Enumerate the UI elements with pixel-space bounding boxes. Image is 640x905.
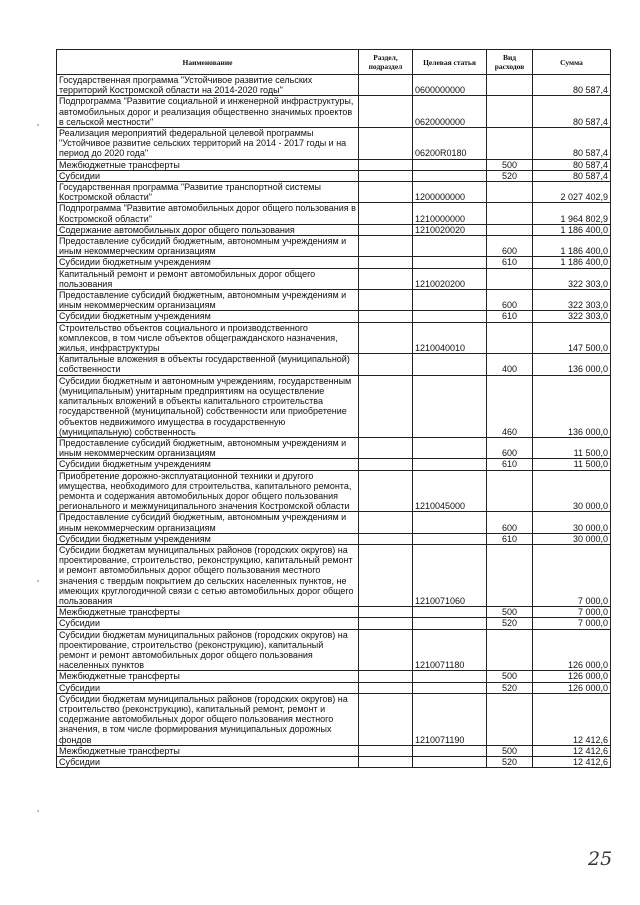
table-row: [57, 629, 611, 671]
cell-name: Субсидии бюджетам муниципальных районов (городских округов) на строительство (реконструкцию), капитальный ремонт, ремонт и содержание автомобильных дорог общего пользования местного значения, в том числе формирования муниципальных дорожных фондов: [57, 693, 359, 745]
cell-target-article: 1210020020: [413, 224, 487, 235]
cell-expense-kind: 520: [487, 618, 533, 629]
cell-name: Субсидии бюджетным и автономным учреждениям, государственным (муниципальным) унитарным предприятиям на осуществление капитальных вложений в объекты капитального строительства государственной (муниципальной) собственности или приобретение объектов недвижимого имущества в государственную (муниципальную) собственность: [57, 375, 359, 437]
header-name: Наименование: [57, 50, 359, 75]
cell-section: [359, 671, 413, 682]
cell-name: Субсидии бюджетам муниципальных районов (городских округов) на проектирование, строительство, реконструкцию, капитальный ремонт и ремонт автомобильных дорог общего пользования местного значения с твердым покрытием до сельских населенных пунктов, не имеющих круглогодичной связи с сетью автомобильных дорог общего пользования: [57, 544, 359, 606]
budget-table: [56, 49, 611, 768]
table-row: [57, 533, 611, 544]
page-number: 25: [588, 848, 613, 870]
cell-name: Приобретение дорожно-эксплуатационной техники и другого имущества, необходимого для строительства, капитального ремонта, ремонта и содержания автомобильных дорог общего пользования регионального и межмуниципального значения Костромской области: [57, 470, 359, 512]
table-row: [57, 544, 611, 606]
cell-name: Капитальные вложения в объекты государственной (муниципальной) собственности: [57, 354, 359, 375]
cell-target-article: 0600000000: [413, 75, 487, 96]
table-header-row: [57, 50, 611, 75]
cell-name: Субсидии: [57, 682, 359, 693]
table-row: [57, 470, 611, 512]
table-row: [57, 224, 611, 235]
cell-section: [359, 470, 413, 512]
cell-section: [359, 693, 413, 745]
cell-expense-kind: [487, 75, 533, 96]
cell-target-article: [413, 533, 487, 544]
cell-sum: 80 587,4: [533, 96, 611, 128]
cell-target-article: 0620000000: [413, 96, 487, 128]
cell-target-article: 1210020200: [413, 268, 487, 289]
cell-expense-kind: 600: [487, 512, 533, 533]
cell-name: Содержание автомобильных дорог общего пользования: [57, 224, 359, 235]
cell-target-article: [413, 512, 487, 533]
cell-section: [359, 629, 413, 671]
table-row: [57, 96, 611, 128]
cell-name: Строительство объектов социального и производственного комплексов, в том числе объектов общегражданского назначения, жилья, инфраструктуры: [57, 322, 359, 354]
cell-section: [359, 375, 413, 437]
cell-expense-kind: 600: [487, 236, 533, 257]
cell-section: [359, 224, 413, 235]
cell-target-article: 1200000000: [413, 182, 487, 203]
cell-expense-kind: [487, 693, 533, 745]
cell-sum: 126 000,0: [533, 682, 611, 693]
header-target: Целевая статья: [413, 50, 487, 75]
cell-sum: 80 587,4: [533, 128, 611, 160]
cell-target-article: 1210040010: [413, 322, 487, 354]
cell-section: [359, 268, 413, 289]
cell-sum: 136 000,0: [533, 375, 611, 437]
cell-section: [359, 544, 413, 606]
cell-expense-kind: 600: [487, 290, 533, 311]
cell-section: [359, 322, 413, 354]
cell-section: [359, 311, 413, 322]
cell-target-article: 1210045000: [413, 470, 487, 512]
cell-name: Государственная программа "Устойчивое развитие сельских территорий Костромской области на 2014-2020 годы": [57, 75, 359, 96]
table-row: [57, 671, 611, 682]
cell-target-article: [413, 354, 487, 375]
cell-expense-kind: [487, 470, 533, 512]
cell-name: Субсидии бюджетным учреждениям: [57, 311, 359, 322]
table-row: [57, 322, 611, 354]
table-row: [57, 159, 611, 170]
table-row: [57, 354, 611, 375]
header-kind: Вид расходов: [487, 50, 533, 75]
header-sum: Сумма: [533, 50, 611, 75]
cell-expense-kind: 520: [487, 757, 533, 768]
cell-name: Межбюджетные трансферты: [57, 159, 359, 170]
cell-section: [359, 607, 413, 618]
cell-sum: 7 000,0: [533, 607, 611, 618]
cell-section: [359, 170, 413, 181]
cell-sum: 126 000,0: [533, 629, 611, 671]
cell-target-article: 1210071180: [413, 629, 487, 671]
cell-name: Межбюджетные трансферты: [57, 671, 359, 682]
cell-name: Подпрограмма "Развитие автомобильных дорог общего пользования в Костромской области": [57, 203, 359, 224]
table-row: [57, 618, 611, 629]
cell-name: Субсидии: [57, 618, 359, 629]
cell-section: [359, 182, 413, 203]
cell-expense-kind: 610: [487, 257, 533, 268]
cell-expense-kind: [487, 128, 533, 160]
table-row: [57, 757, 611, 768]
cell-name: Подпрограмма "Развитие социальной и инженерной инфраструктуры, автомобильных дорог и реализация общественно значимых проектов в сельской местности": [57, 96, 359, 128]
cell-section: [359, 257, 413, 268]
cell-expense-kind: 520: [487, 682, 533, 693]
cell-sum: 147 500,0: [533, 322, 611, 354]
cell-sum: 126 000,0: [533, 671, 611, 682]
cell-sum: 2 027 402,9: [533, 182, 611, 203]
table-row: [57, 693, 611, 745]
cell-sum: 1 186 400,0: [533, 236, 611, 257]
table-row: [57, 268, 611, 289]
cell-target-article: [413, 607, 487, 618]
cell-name: Капитальный ремонт и ремонт автомобильных дорог общего пользования: [57, 268, 359, 289]
cell-expense-kind: 500: [487, 745, 533, 756]
cell-sum: 1 186 400,0: [533, 257, 611, 268]
cell-section: [359, 354, 413, 375]
cell-name: Субсидии бюджетам муниципальных районов (городских округов) на проектирование, строительство (реконструкцию), капитальный ремонт и ремонт автомобильных дорог общего пользования населенных пунктов: [57, 629, 359, 671]
cell-section: [359, 682, 413, 693]
cell-expense-kind: 610: [487, 311, 533, 322]
cell-target-article: [413, 311, 487, 322]
cell-target-article: 1210071060: [413, 544, 487, 606]
cell-expense-kind: 500: [487, 671, 533, 682]
cell-target-article: [413, 159, 487, 170]
cell-sum: 12 412,6: [533, 693, 611, 745]
cell-sum: 136 000,0: [533, 354, 611, 375]
cell-target-article: [413, 290, 487, 311]
table-row: [57, 375, 611, 437]
cell-expense-kind: [487, 224, 533, 235]
cell-section: [359, 618, 413, 629]
table-row: [57, 607, 611, 618]
cell-expense-kind: [487, 182, 533, 203]
cell-sum: 12 412,6: [533, 745, 611, 756]
table-row: [57, 182, 611, 203]
cell-target-article: [413, 257, 487, 268]
cell-name: Предоставление субсидий бюджетным, автономным учреждениям и иным некоммерческим организациям: [57, 512, 359, 533]
cell-name: Субсидии: [57, 170, 359, 181]
table-row: [57, 459, 611, 470]
cell-target-article: [413, 459, 487, 470]
table-body: [57, 75, 611, 768]
cell-name: Субсидии бюджетным учреждениям: [57, 459, 359, 470]
cell-name: Предоставление субсидий бюджетным, автономным учреждениям и иным некоммерческим организациям: [57, 437, 359, 458]
cell-target-article: [413, 682, 487, 693]
header-section: Раздел, подраздел: [359, 50, 413, 75]
cell-expense-kind: 500: [487, 159, 533, 170]
cell-section: [359, 96, 413, 128]
cell-section: [359, 128, 413, 160]
margin-tick-mark: `: [36, 810, 41, 821]
cell-section: [359, 459, 413, 470]
cell-expense-kind: 500: [487, 607, 533, 618]
cell-name: Реализация мероприятий федеральной целевой программы "Устойчивое развитие сельских территорий на 2014 - 2017 годы и на период до 2020 года": [57, 128, 359, 160]
cell-sum: 7 000,0: [533, 618, 611, 629]
table-row: [57, 257, 611, 268]
cell-section: [359, 512, 413, 533]
cell-sum: 80 587,4: [533, 75, 611, 96]
table-row: [57, 290, 611, 311]
cell-expense-kind: [487, 544, 533, 606]
cell-sum: 1 186 400,0: [533, 224, 611, 235]
table-row: [57, 128, 611, 160]
cell-sum: 80 587,4: [533, 159, 611, 170]
cell-name: Предоставление субсидий бюджетным, автономным учреждениям и иным некоммерческим организациям: [57, 236, 359, 257]
cell-target-article: [413, 375, 487, 437]
cell-target-article: 06200R0180: [413, 128, 487, 160]
cell-target-article: 1210071190: [413, 693, 487, 745]
cell-section: [359, 290, 413, 311]
cell-section: [359, 745, 413, 756]
cell-expense-kind: [487, 96, 533, 128]
cell-sum: 12 412,6: [533, 757, 611, 768]
cell-section: [359, 75, 413, 96]
cell-section: [359, 533, 413, 544]
cell-target-article: [413, 236, 487, 257]
cell-sum: 322 303,0: [533, 268, 611, 289]
cell-expense-kind: [487, 268, 533, 289]
margin-tick-mark: `: [36, 580, 41, 591]
cell-sum: 30 000,0: [533, 512, 611, 533]
cell-expense-kind: 520: [487, 170, 533, 181]
cell-section: [359, 203, 413, 224]
cell-expense-kind: 400: [487, 354, 533, 375]
cell-expense-kind: [487, 322, 533, 354]
cell-name: Предоставление субсидий бюджетным, автономным учреждениям и иным некоммерческим организациям: [57, 290, 359, 311]
cell-section: [359, 159, 413, 170]
table-row: [57, 745, 611, 756]
cell-expense-kind: 610: [487, 459, 533, 470]
cell-target-article: [413, 671, 487, 682]
table-row: [57, 437, 611, 458]
cell-sum: 80 587,4: [533, 170, 611, 181]
table-row: [57, 203, 611, 224]
cell-name: Межбюджетные трансферты: [57, 607, 359, 618]
cell-section: [359, 437, 413, 458]
cell-expense-kind: 600: [487, 437, 533, 458]
cell-expense-kind: [487, 629, 533, 671]
cell-name: Межбюджетные трансферты: [57, 745, 359, 756]
cell-sum: 30 000,0: [533, 533, 611, 544]
cell-sum: 322 303,0: [533, 290, 611, 311]
cell-sum: 11 500,0: [533, 437, 611, 458]
table-row: [57, 170, 611, 181]
table-row: [57, 75, 611, 96]
cell-target-article: [413, 757, 487, 768]
cell-section: [359, 757, 413, 768]
cell-name: Субсидии: [57, 757, 359, 768]
table-row: [57, 311, 611, 322]
margin-tick-mark: `: [36, 124, 41, 135]
cell-name: Субсидии бюджетным учреждениям: [57, 533, 359, 544]
cell-target-article: [413, 170, 487, 181]
cell-sum: 1 964 802,9: [533, 203, 611, 224]
cell-expense-kind: 460: [487, 375, 533, 437]
cell-target-article: [413, 618, 487, 629]
table-row: [57, 236, 611, 257]
cell-section: [359, 236, 413, 257]
cell-expense-kind: [487, 203, 533, 224]
table-row: [57, 512, 611, 533]
table-row: [57, 682, 611, 693]
cell-sum: 11 500,0: [533, 459, 611, 470]
cell-sum: 322 303,0: [533, 311, 611, 322]
cell-sum: 30 000,0: [533, 470, 611, 512]
cell-name: Субсидии бюджетным учреждениям: [57, 257, 359, 268]
cell-target-article: 1210000000: [413, 203, 487, 224]
cell-sum: 7 000,0: [533, 544, 611, 606]
cell-target-article: [413, 437, 487, 458]
cell-expense-kind: 610: [487, 533, 533, 544]
cell-target-article: [413, 745, 487, 756]
cell-name: Государственная программа "Развитие транспортной системы Костромской области": [57, 182, 359, 203]
